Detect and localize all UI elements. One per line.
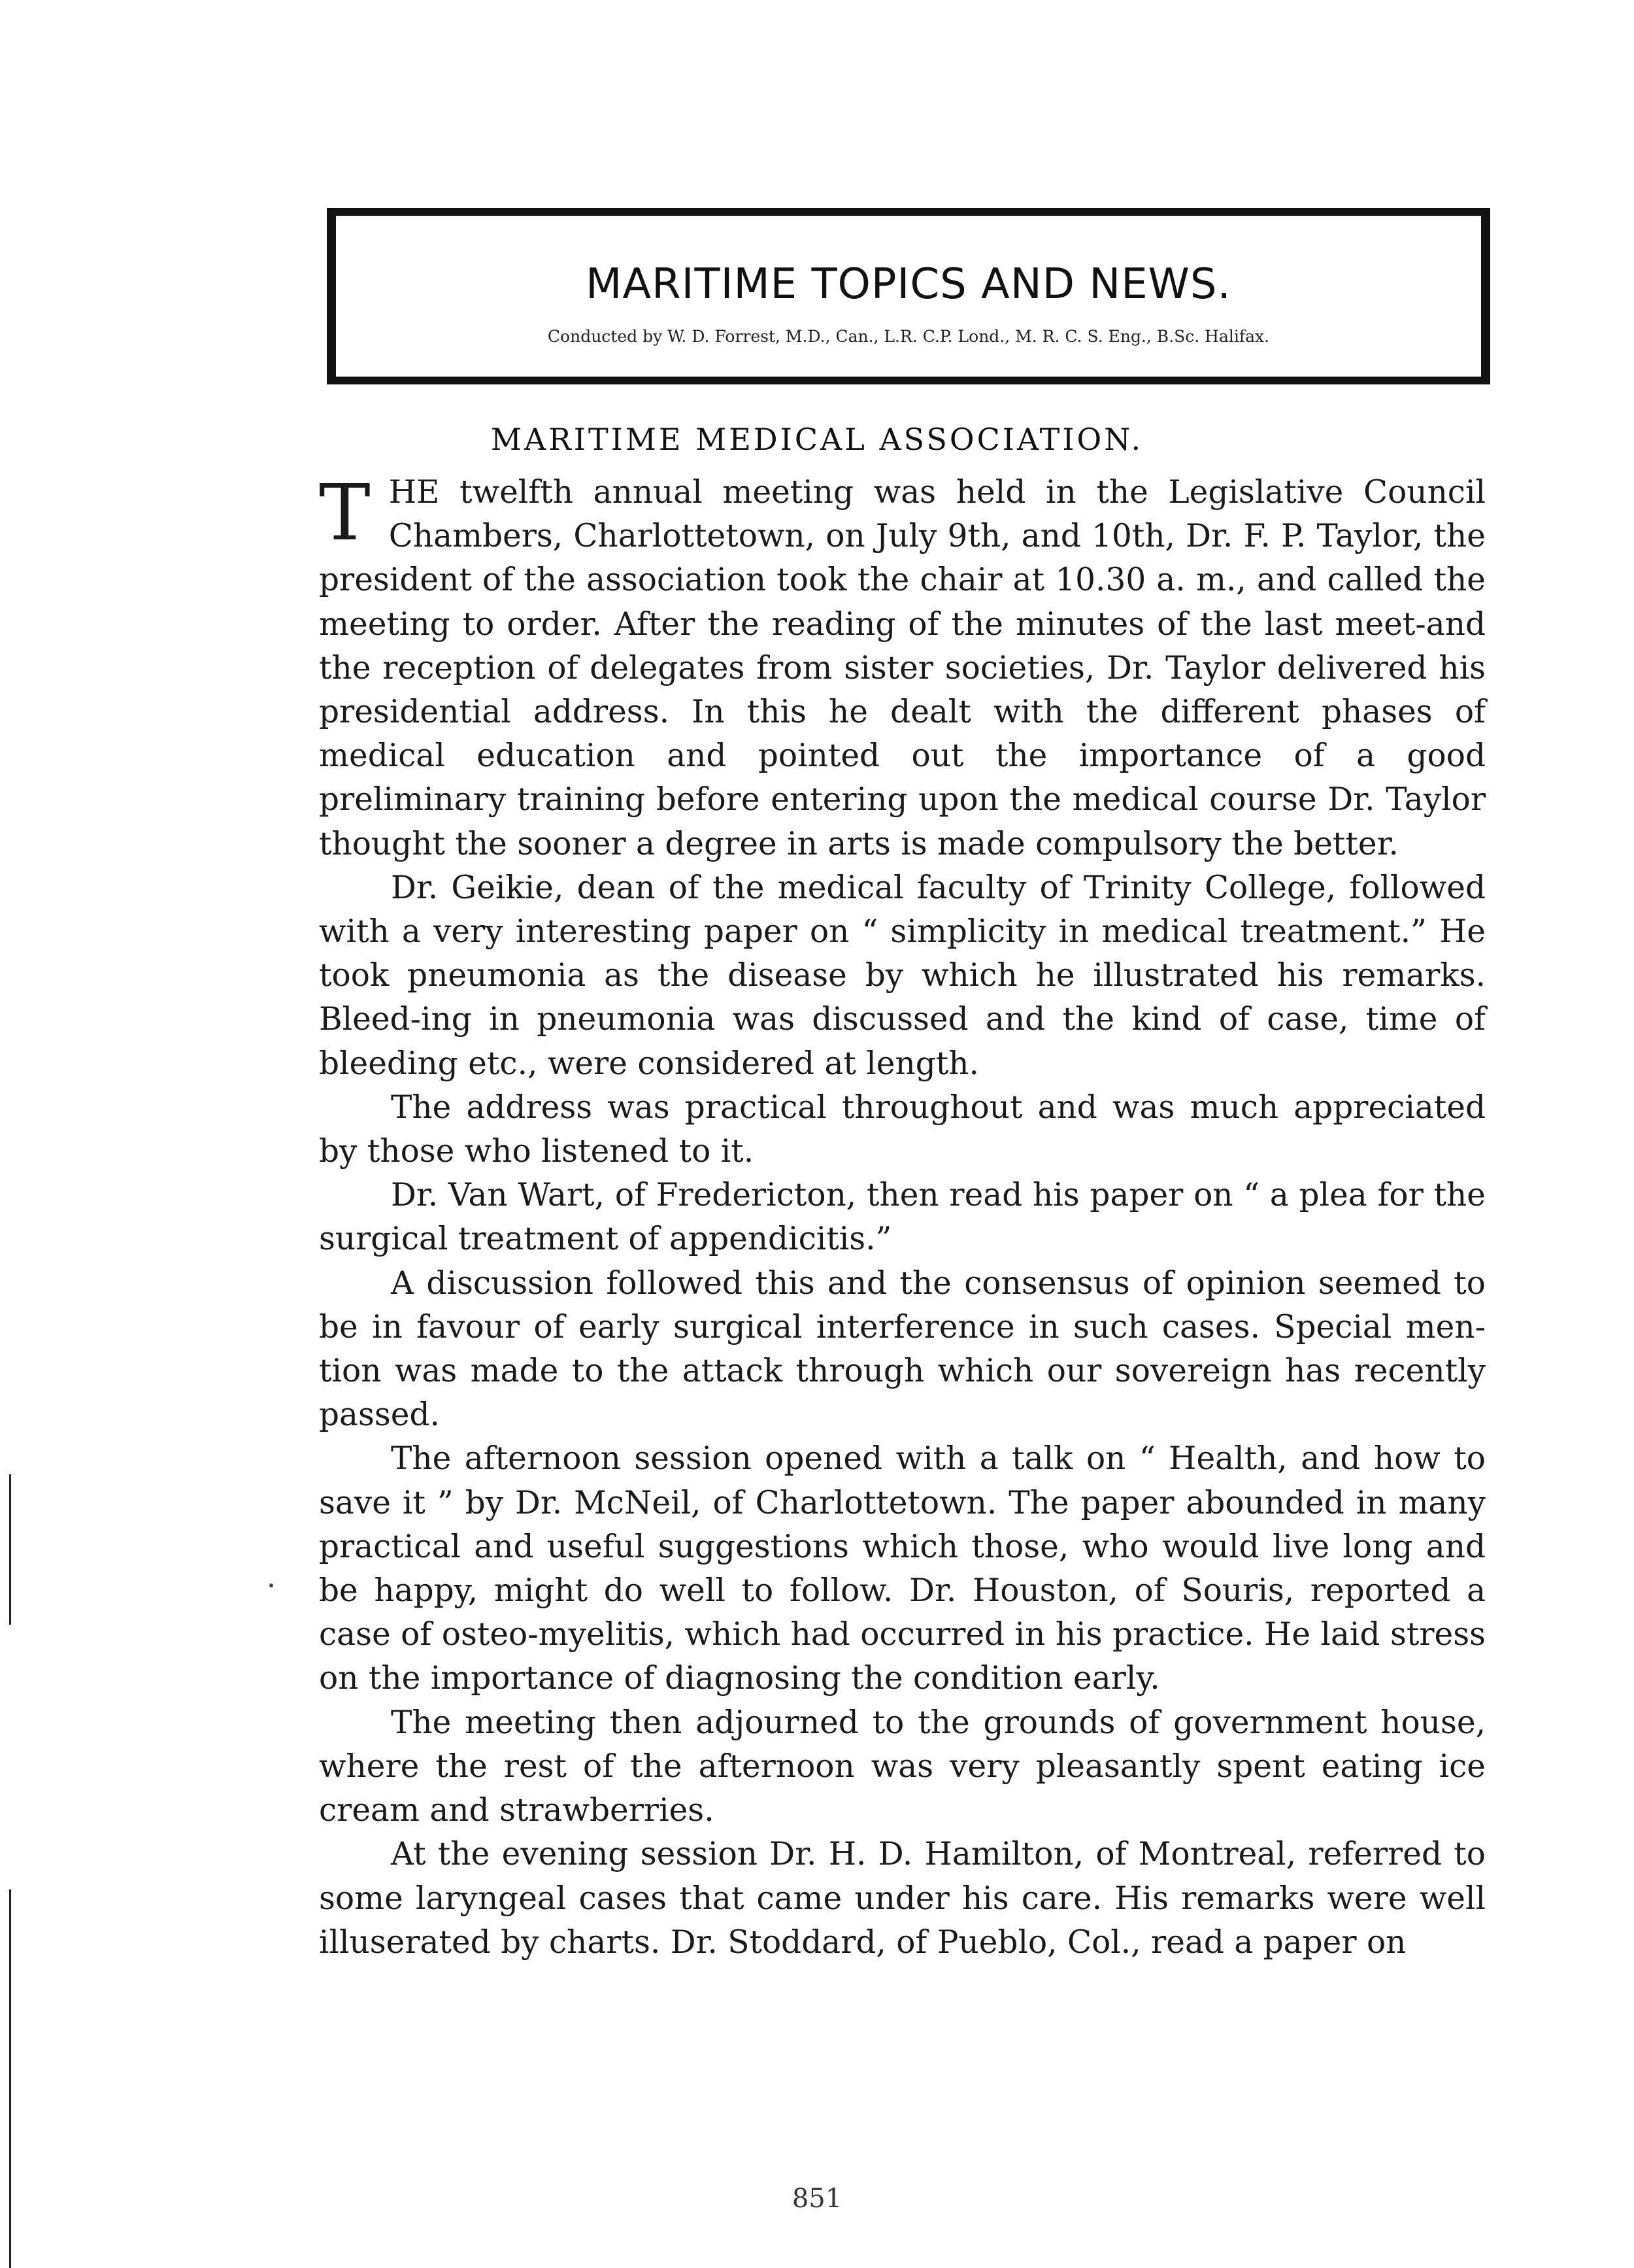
section-header-box xyxy=(327,208,1490,384)
paragraph-6: The afternoon session opened with a talk on “ Health, and how to save it ” by Dr. McNeil, of Charlottetown. The paper abounded in many practical and useful suggestions which those, who would live long and be happy, might do well to follow. Dr. Houston, of Souris, reported a case of osteo-myelitis, which had occurred in his practice. He laid stress on the importance of diagnosing the condition early. xyxy=(319,1440,1486,1697)
page-number: 851 xyxy=(792,2184,842,2214)
section-header-title: MARITIME TOPICS AND NEWS. xyxy=(586,260,1231,309)
paragraph-3: The address was practical throughout and was much appreciated by those who listened to it. xyxy=(319,1089,1486,1170)
paragraph-1 xyxy=(319,467,1486,866)
article-title: MARITIME MEDICAL ASSOCIATION. xyxy=(490,422,1144,457)
drop-cap: T xyxy=(319,467,371,558)
paragraph-1-text: HE twelfth annual meeting was held in the Legislative Council Chambers, Charlottetown, on July 9th, and 10th, Dr. F. P. Taylor, the president of the association took the chair at 10.30 a. m., and called the meeting to order. After the reading of the minutes of the last meet-and the reception of delegates from sister societies, Dr. Taylor delivered his presidential address. In this he dealt with the different phases of medical education and pointed out the importance of a good preliminary training before entering upon the medical course Dr. Taylor thought the sooner a degree in arts is made compulsory the better. xyxy=(319,474,1486,862)
scan-speck xyxy=(269,1583,273,1587)
paragraph-5: A discussion followed this and the consensus of opinion seemed to be in favour of early surgical interference in such cases. Special men-tion was made to the attack through which our sovereign has recently passed. xyxy=(319,1264,1486,1434)
article-body xyxy=(319,467,1486,1965)
paragraph-7: The meeting then adjourned to the grounds of government house, where the rest of the afternoon was very pleasantly spent eating ice cream and strawberries. xyxy=(319,1704,1486,1829)
paragraph-4: Dr. Van Wart, of Fredericton, then read his paper on “ a plea for the surgical treatment of appendicitis.” xyxy=(319,1177,1486,1258)
paragraph-2: Dr. Geikie, dean of the medical faculty of Trinity College, followed with a very interesting paper on “ simplicity in medical treatment.” He took pneumonia as the disease by which he illustrated his remarks. Bleed-ing in pneumonia was discussed and the kind of case, time of bleeding etc., were considered at length. xyxy=(319,869,1486,1082)
scan-margin-line-top xyxy=(9,1474,11,1625)
section-header-byline: Conducted by W. D. Forrest, M.D., Can., L.R. C.P. Lond., M. R. C. S. Eng., B.Sc. Halifax. xyxy=(547,327,1270,346)
paragraph-8: At the evening session Dr. H. D. Hamilton, of Montreal, referred to some laryngeal cases that came under his care. His remarks were well illuserated by charts. Dr. Stoddard, of Pueblo, Col., read a paper on xyxy=(319,1836,1486,1961)
